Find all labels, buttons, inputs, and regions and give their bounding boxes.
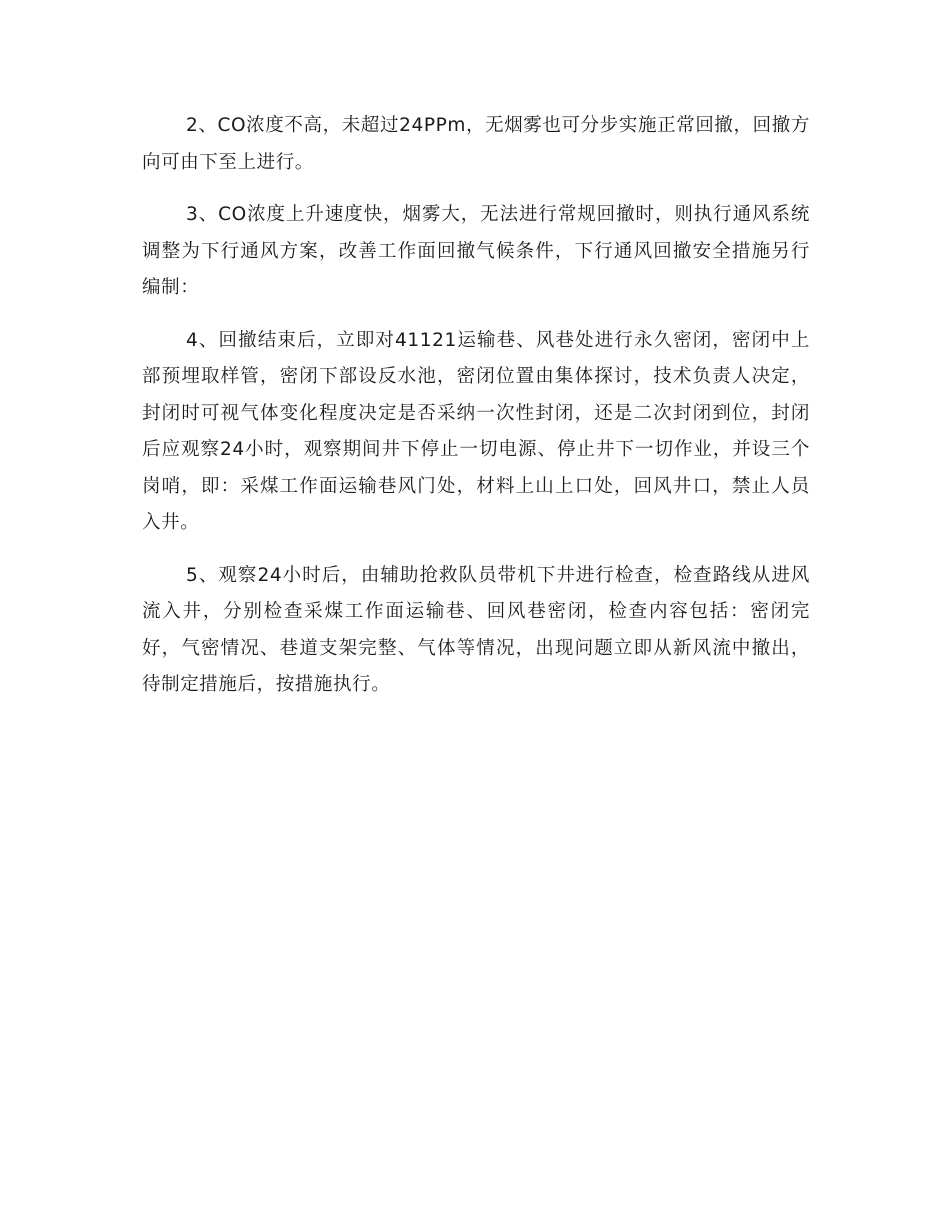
paragraph-4: 4、回撤结束后，立即对41121运输巷、风巷处进行永久密闭，密闭中上部预埋取样管，密闭下部设反水池，密闭位置由集体探讨，技术负责人决定，封闭时可视气体变化程度决定是否采纳一次性封闭，还是二次封闭到位，封闭后应观察24小时，观察期间井下停止一切电源、停止井下一切作业，并设三个岗哨，即：采煤工作面运输巷风门处，材料上山上口处，回风井口，禁止人员入井。 bbox=[142, 329, 810, 533]
paragraph-2: 2、CO浓度不高，未超过24PPm，无烟雾也可分步实施正常回撤，回撤方向可由下至上进行。 bbox=[142, 115, 810, 173]
document-body bbox=[142, 108, 810, 720]
paragraph-5: 5、观察24小时后，由辅助抢救队员带机下井进行检查，检查路线从进风流入井，分别检查采煤工作面运输巷、回风巷密闭，检查内容包括：密闭完好，气密情况、巷道支架完整、气体等情况，出现问题立即从新风流中撤出，待制定措施后，按措施执行。 bbox=[142, 564, 810, 695]
paragraph-3: 3、CO浓度上升速度快，烟雾大，无法进行常规回撤时，则执行通风系统调整为下行通风方案，改善工作面回撤气候条件，下行通风回撤安全措施另行编制： bbox=[142, 204, 810, 298]
